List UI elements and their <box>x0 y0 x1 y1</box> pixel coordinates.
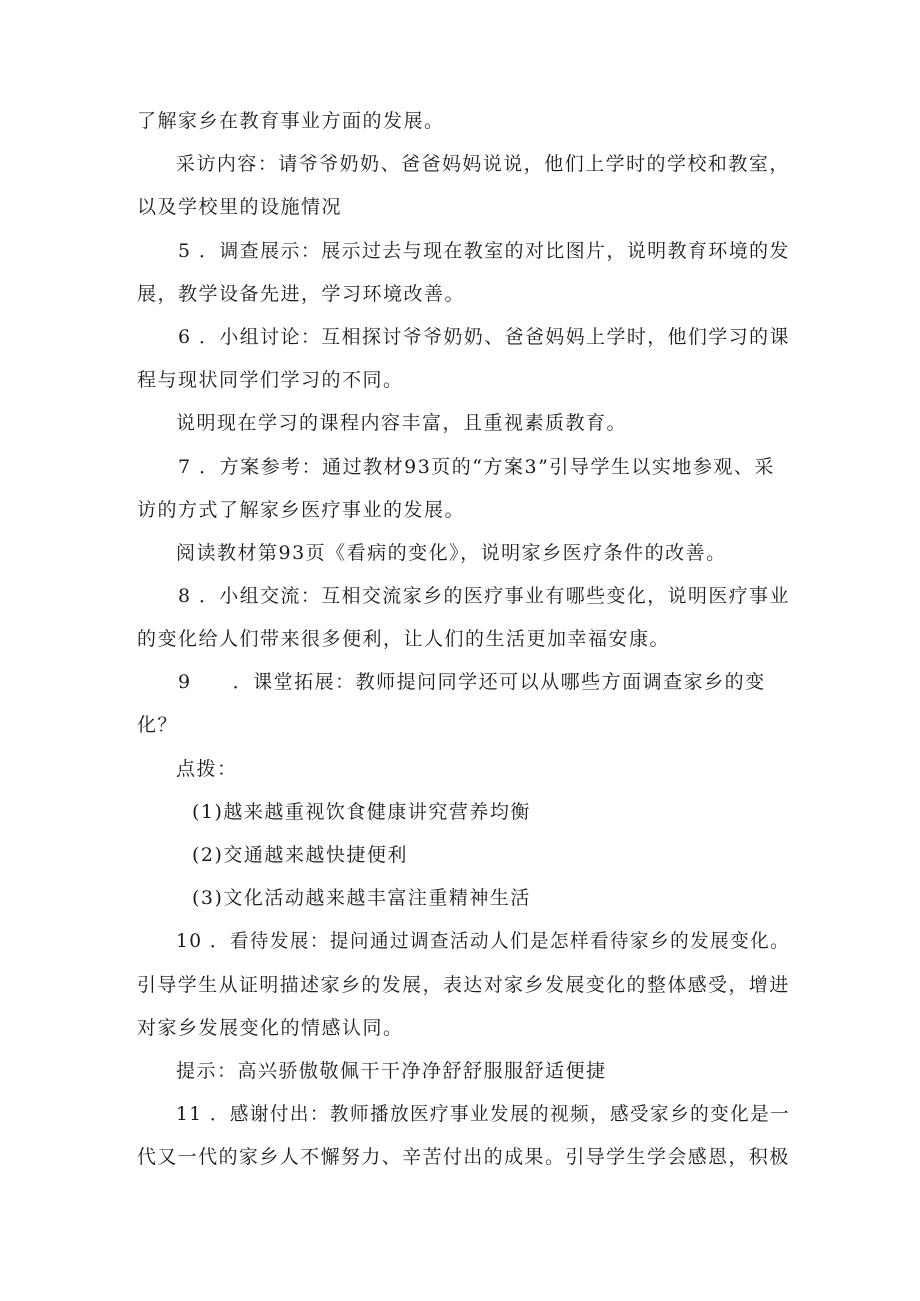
text-line: 代又一代的家乡人不懈努力、辛苦付出的成果。引导学生学会感恩，积极 <box>137 1146 790 1168</box>
text-line: 引导学生从证明描述家乡的发展，表达对家乡发展变化的整体感受，增进 <box>137 974 790 996</box>
text-line: 点拨： <box>176 758 238 780</box>
text-line: 访的方式了解家乡医疗事业的发展。 <box>137 499 466 521</box>
text-line: 了解家乡在教育事业方面的发展。 <box>137 110 445 132</box>
text-line: 说明现在学习的课程内容丰富，且重视素质教育。 <box>176 412 628 434</box>
text-line: 8 ．小组交流：互相交流家乡的医疗事业有哪些变化，说明医疗事业 <box>178 585 790 607</box>
list-item: (1)越来越重视饮食健康讲究营养均衡 <box>192 801 531 823</box>
text-line: 的变化给人们带来很多便利，让人们的生活更加幸福安康。 <box>137 628 671 650</box>
list-item: (3)文化活动越来越丰富注重精神生活 <box>192 887 531 909</box>
text-line: 程与现状同学们学习的不同。 <box>137 369 404 391</box>
text-line: 6 ．小组讨论：互相探讨爷爷奶奶、爸爸妈妈上学时，他们学习的课 <box>178 326 790 348</box>
list-item: (2)交通越来越快捷便利 <box>192 844 408 866</box>
text-line: 化？ <box>137 714 179 736</box>
text-line: 5 ．调查展示：展示过去与现在教室的对比图片，说明教育环境的发 <box>178 240 790 262</box>
text-line: 以及学校里的设施情况 <box>137 196 343 218</box>
text-line: 对家乡发展变化的情感认同。 <box>137 1017 404 1039</box>
text-line: 11 ．感谢付出：教师播放医疗事业发展的视频，感受家乡的变化是一 <box>176 1103 791 1125</box>
text-line: 提示：高兴骄傲敬佩干干净净舒舒服服舒适便捷 <box>176 1060 607 1082</box>
text-line: 10 ．看待发展：提问通过调查活动人们是怎样看待家乡的发展变化。 <box>176 930 791 952</box>
text-line: 采访内容：请爷爷奶奶、爸爸妈妈说说，他们上学时的学校和教室， <box>176 153 790 175</box>
text-line: 展，教学设备先进，学习环境改善。 <box>137 283 466 305</box>
text-line: 阅读教材第93页《看病的变化》，说明家乡医疗条件的改善。 <box>176 542 727 564</box>
text-line: 7 ．方案参考：通过教材93页的“方案3”引导学生以实地参观、采 <box>178 456 775 478</box>
text-line: 9 ．课堂拓展：教师提问同学还可以从哪些方面调查家乡的变 <box>178 671 766 693</box>
